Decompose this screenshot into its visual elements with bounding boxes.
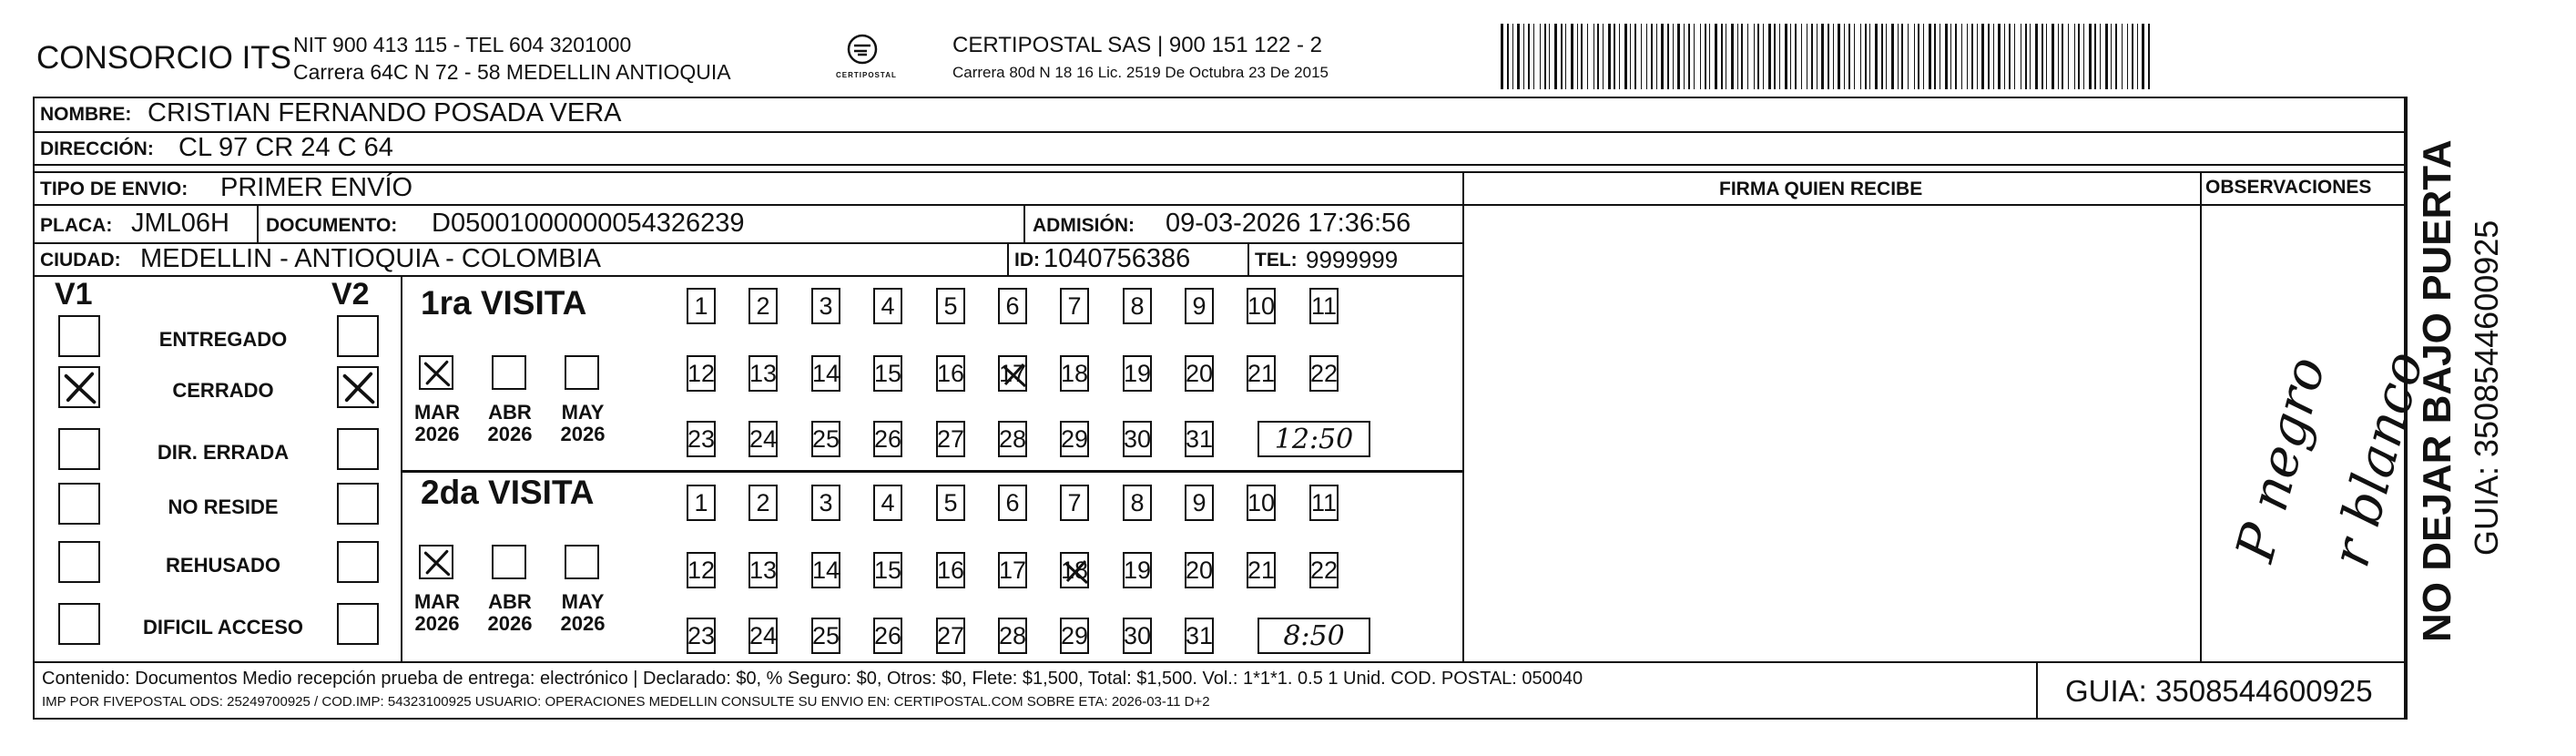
month-checkbox[interactable] bbox=[492, 355, 526, 390]
footer-guia: GUIA: 3508544600925 bbox=[2065, 674, 2373, 708]
v2-status-checkbox[interactable] bbox=[337, 428, 379, 470]
id-label: ID: bbox=[1014, 250, 1040, 271]
month-checkbox[interactable] bbox=[565, 545, 599, 579]
phone-label: TEL: bbox=[1255, 250, 1298, 271]
day-box[interactable]: 21 bbox=[1247, 355, 1276, 392]
day-box[interactable]: 28 bbox=[998, 421, 1027, 457]
observation-handwriting-2: r blanco bbox=[2318, 344, 2436, 574]
year-label: 2026 bbox=[487, 423, 533, 445]
handwritten-x-mark bbox=[60, 368, 100, 408]
day-box[interactable]: 26 bbox=[873, 421, 902, 457]
side-warning: NO DEJAR BAJO PUERTA bbox=[2415, 139, 2459, 642]
second-visit-title: 2da VISITA bbox=[421, 474, 595, 511]
observation-handwriting-1: P negro bbox=[2223, 350, 2337, 568]
sender-address: Carrera 64C N 72 - 58 MEDELLIN ANTIOQUIA bbox=[293, 60, 731, 84]
day-box[interactable]: 2 bbox=[748, 288, 778, 324]
day-box[interactable]: 20 bbox=[1185, 355, 1214, 392]
status-label: REHUSADO bbox=[166, 554, 280, 577]
status-label: DIFICIL ACCESO bbox=[142, 616, 303, 639]
day-box[interactable]: 1 bbox=[687, 485, 716, 521]
day-box[interactable]: 17 bbox=[998, 355, 1027, 392]
day-box[interactable]: 13 bbox=[748, 552, 778, 588]
carrier-name: CERTIPOSTAL SAS | 900 151 122 - 2 bbox=[952, 33, 1322, 57]
day-box[interactable]: 31 bbox=[1185, 618, 1214, 654]
day-box[interactable]: 11 bbox=[1309, 485, 1339, 521]
day-box[interactable]: 31 bbox=[1185, 421, 1214, 457]
day-box[interactable]: 7 bbox=[1060, 485, 1089, 521]
day-box[interactable]: 18 bbox=[1060, 552, 1089, 588]
time-box[interactable] bbox=[1257, 421, 1370, 457]
month-label: MAR bbox=[413, 590, 461, 613]
day-box[interactable]: 14 bbox=[811, 552, 840, 588]
v2-status-checkbox[interactable] bbox=[337, 315, 379, 357]
day-box[interactable]: 13 bbox=[748, 355, 778, 392]
recipient-name: CRISTIAN FERNANDO POSADA VERA bbox=[148, 98, 622, 128]
day-box[interactable]: 22 bbox=[1309, 355, 1339, 392]
day-box[interactable]: 15 bbox=[873, 552, 902, 588]
document-label: DOCUMENTO: bbox=[266, 215, 398, 236]
handwritten-x-mark bbox=[1000, 357, 1029, 393]
v1-label: V1 bbox=[55, 277, 93, 312]
v1-status-checkbox[interactable] bbox=[58, 366, 100, 408]
day-box[interactable]: 27 bbox=[936, 618, 965, 654]
document-number: D05001000000054326239 bbox=[432, 209, 745, 238]
day-box[interactable]: 11 bbox=[1309, 288, 1339, 324]
name-label: NOMBRE: bbox=[40, 104, 132, 125]
imp-line: IMP POR FIVEPOSTAL ODS: 25249700925 / COD.IMP: 54323100925 USUARIO: OPERACIONES MEDELLIN CONSULTE SU ENVIO EN: CERTIPOSTAL.COM SOBRE ETA: 2026-03-11 D+2 bbox=[42, 694, 1210, 710]
month-checkbox[interactable] bbox=[492, 545, 526, 579]
day-box[interactable]: 4 bbox=[873, 485, 902, 521]
day-box[interactable]: 24 bbox=[748, 618, 778, 654]
day-box[interactable]: 21 bbox=[1247, 552, 1276, 588]
v2-status-checkbox[interactable] bbox=[337, 541, 379, 583]
day-box[interactable]: 8 bbox=[1123, 485, 1152, 521]
day-box[interactable]: 3 bbox=[811, 485, 840, 521]
month-label: MAY bbox=[561, 590, 605, 613]
day-box[interactable]: 2 bbox=[748, 485, 778, 521]
handwritten-time: 12:50 bbox=[1274, 423, 1354, 455]
day-box[interactable]: 10 bbox=[1247, 485, 1276, 521]
year-label: 2026 bbox=[560, 612, 606, 635]
status-label: CERRADO bbox=[172, 379, 274, 402]
sender-name: CONSORCIO ITS bbox=[36, 40, 292, 76]
v1-status-checkbox[interactable] bbox=[58, 315, 100, 357]
year-label: 2026 bbox=[414, 612, 460, 635]
day-box[interactable]: 16 bbox=[936, 355, 965, 392]
handwritten-x-mark bbox=[421, 357, 453, 390]
address-label: DIRECCIÓN: bbox=[40, 138, 154, 159]
admission-label: ADMISIÓN: bbox=[1033, 215, 1135, 236]
day-box[interactable]: 4 bbox=[873, 288, 902, 324]
shipment-type-label: TIPO DE ENVIO: bbox=[40, 179, 188, 199]
recipient-address: CL 97 CR 24 C 64 bbox=[178, 133, 393, 162]
status-label: ENTREGADO bbox=[158, 328, 288, 351]
shipment-type: PRIMER ENVÍO bbox=[220, 173, 413, 202]
day-box[interactable]: 5 bbox=[936, 288, 965, 324]
day-box[interactable]: 26 bbox=[873, 618, 902, 654]
day-box[interactable]: 16 bbox=[936, 552, 965, 588]
day-box[interactable]: 29 bbox=[1060, 421, 1089, 457]
day-box[interactable]: 24 bbox=[748, 421, 778, 457]
v1-status-checkbox[interactable] bbox=[58, 541, 100, 583]
month-checkbox[interactable] bbox=[419, 355, 453, 390]
day-box[interactable]: 6 bbox=[998, 485, 1027, 521]
carrier-address: Carrera 80d N 18 16 Lic. 2519 De Octubra 23 De 2015 bbox=[952, 64, 1329, 81]
day-box[interactable]: 27 bbox=[936, 421, 965, 457]
plate-label: PLACA: bbox=[40, 215, 113, 236]
month-label: MAR bbox=[413, 401, 461, 424]
day-box[interactable]: 18 bbox=[1060, 355, 1089, 392]
day-box[interactable]: 12 bbox=[687, 552, 716, 588]
day-box[interactable]: 25 bbox=[811, 421, 840, 457]
recipient-id: 1040756386 bbox=[1044, 244, 1191, 273]
day-box[interactable]: 3 bbox=[811, 288, 840, 324]
day-box[interactable]: 1 bbox=[687, 288, 716, 324]
v2-status-checkbox[interactable] bbox=[337, 603, 379, 645]
sender-nit: NIT 900 413 115 - TEL 604 3201000 bbox=[293, 33, 632, 56]
month-label: MAY bbox=[561, 401, 605, 424]
observations-header: OBSERVACIONES bbox=[2205, 177, 2372, 198]
day-box[interactable]: 30 bbox=[1123, 421, 1152, 457]
month-checkbox[interactable] bbox=[419, 545, 453, 579]
city-label: CIUDAD: bbox=[40, 250, 121, 271]
phone: 9999999 bbox=[1306, 246, 1399, 273]
day-box[interactable]: 23 bbox=[687, 618, 716, 654]
day-box[interactable]: 20 bbox=[1185, 552, 1214, 588]
day-box[interactable]: 25 bbox=[811, 618, 840, 654]
day-box[interactable]: 10 bbox=[1247, 288, 1276, 324]
day-box[interactable]: 12 bbox=[687, 355, 716, 392]
admission-date: 09-03-2026 17:36:56 bbox=[1166, 209, 1411, 238]
month-label: ABR bbox=[488, 590, 532, 613]
day-box[interactable]: 14 bbox=[811, 355, 840, 392]
day-box[interactable]: 5 bbox=[936, 485, 965, 521]
v1-status-checkbox[interactable] bbox=[58, 603, 100, 645]
day-box[interactable]: 19 bbox=[1123, 552, 1152, 588]
day-box[interactable]: 9 bbox=[1185, 288, 1214, 324]
day-box[interactable]: 6 bbox=[998, 288, 1027, 324]
time-box[interactable] bbox=[1257, 618, 1370, 654]
year-label: 2026 bbox=[487, 612, 533, 635]
year-label: 2026 bbox=[414, 423, 460, 445]
signature-area[interactable] bbox=[1466, 206, 2198, 659]
month-label: ABR bbox=[488, 401, 532, 424]
first-visit-title: 1ra VISITA bbox=[421, 284, 587, 322]
barcode bbox=[1501, 24, 2156, 89]
handwritten-x-mark bbox=[339, 368, 379, 408]
day-box[interactable]: 22 bbox=[1309, 552, 1339, 588]
v2-status-checkbox[interactable] bbox=[337, 366, 379, 408]
logo-caption: CERTIPOSTAL bbox=[836, 71, 897, 79]
day-box[interactable]: 17 bbox=[998, 552, 1027, 588]
contents-line: Contenido: Documentos Medio recepción prueba de entrega: electrónico | Declarado: $0, % Seguro: $0, Otros: $0, Flete: $1,500, Total: $1,500. Vol.: 1*1*1. 0.5 1 Unid. COD. POSTAL: 050040 bbox=[42, 669, 1583, 689]
day-box[interactable]: 15 bbox=[873, 355, 902, 392]
day-box[interactable]: 29 bbox=[1060, 618, 1089, 654]
v2-status-checkbox[interactable] bbox=[337, 483, 379, 525]
signature-header: FIRMA QUIEN RECIBE bbox=[1719, 179, 1923, 199]
day-box[interactable]: 30 bbox=[1123, 618, 1152, 654]
day-box[interactable]: 23 bbox=[687, 421, 716, 457]
day-box[interactable]: 8 bbox=[1123, 288, 1152, 324]
v2-label: V2 bbox=[331, 277, 370, 312]
v1-status-checkbox[interactable] bbox=[58, 483, 100, 525]
side-guia: GUIA: 3508544600925 bbox=[2468, 220, 2505, 556]
day-box[interactable]: 9 bbox=[1185, 485, 1214, 521]
status-label: DIR. ERRADA bbox=[157, 441, 290, 464]
handwritten-x-mark bbox=[1062, 554, 1091, 590]
year-label: 2026 bbox=[560, 423, 606, 445]
city: MEDELLIN - ANTIOQUIA - COLOMBIA bbox=[140, 244, 601, 273]
status-label: NO RESIDE bbox=[168, 495, 279, 518]
handwritten-x-mark bbox=[421, 547, 453, 579]
day-box[interactable]: 7 bbox=[1060, 288, 1089, 324]
v1-status-checkbox[interactable] bbox=[58, 428, 100, 470]
month-checkbox[interactable] bbox=[565, 355, 599, 390]
day-box[interactable]: 28 bbox=[998, 618, 1027, 654]
day-box[interactable]: 19 bbox=[1123, 355, 1152, 392]
handwritten-time: 8:50 bbox=[1283, 619, 1345, 652]
plate: JML06H bbox=[131, 209, 229, 238]
